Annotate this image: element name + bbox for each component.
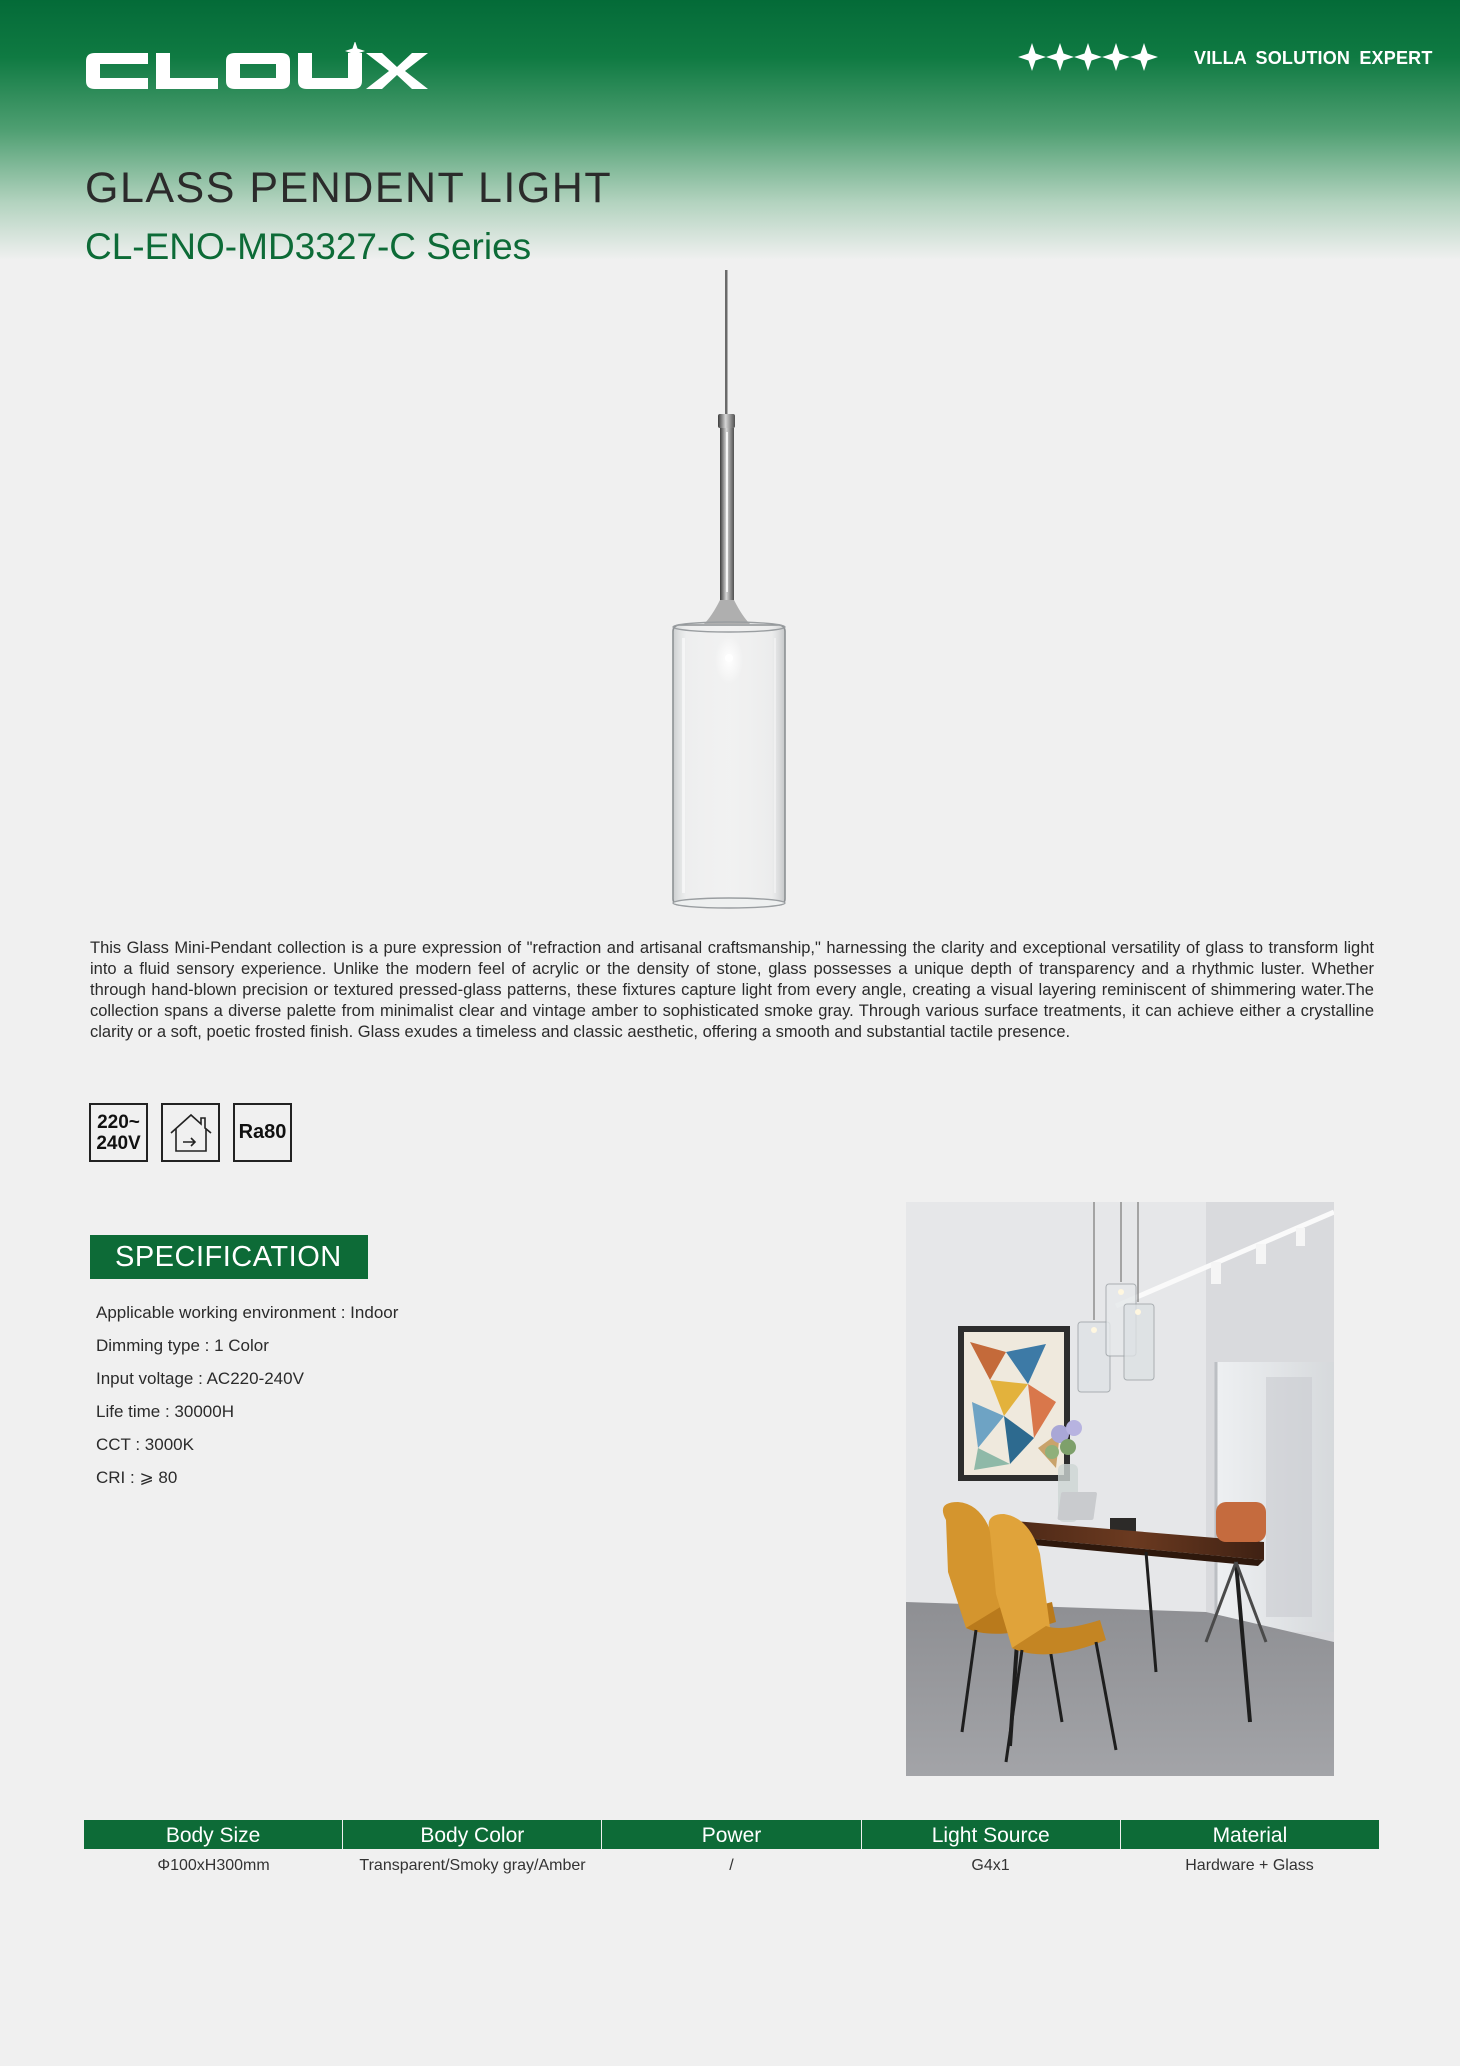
brand-logo — [84, 42, 436, 105]
spec-item: Applicable working environment : Indoor — [96, 1303, 399, 1322]
voltage-badge — [89, 1103, 148, 1162]
table-cell-body-color: Transparent/Smoky gray/Amber — [359, 1857, 586, 1874]
product-spec-table — [84, 1820, 1379, 1883]
spec-item: Dimming type : 1 Color — [96, 1336, 269, 1355]
table-header-cell: Material — [1120, 1820, 1379, 1849]
product-title: GLASS PENDENT LIGHT — [85, 164, 613, 212]
table-cell-material: Hardware + Glass — [1185, 1857, 1314, 1874]
table-header-cell: Body Color — [342, 1820, 601, 1849]
indoor-house-icon — [161, 1103, 220, 1162]
spec-item: CCT : 3000K — [96, 1435, 194, 1454]
specification-list — [96, 1300, 398, 1498]
spec-item: CRI : ⩾ 80 — [96, 1468, 178, 1487]
voltage-line-2: 240V — [96, 1132, 141, 1154]
room-scene-photo — [906, 1202, 1334, 1781]
product-series: CL-ENO-MD3327-C Series — [85, 226, 532, 267]
spec-item: Input voltage : AC220-240V — [96, 1369, 304, 1388]
table-header-cell: Body Size — [165, 1824, 261, 1847]
table-row — [84, 1849, 1379, 1883]
brand-tagline: VILLA SOLUTION EXPERT — [1194, 48, 1433, 68]
spec-item: Life time : 30000H — [96, 1402, 234, 1421]
table-cell-power: / — [729, 1857, 734, 1874]
table-header-row — [84, 1820, 1379, 1849]
table-header-cell: Power — [601, 1820, 860, 1849]
product-description: This Glass Mini-Pendant collection is a pure expression of "refraction and artisanal craftsmanship," harnessing the clarity and exceptional versatility of glass to transform light into a fluid sensory experience. Unlike the modern feel of acrylic or the density of stone, glass possesses a unique depth of transparency and a rhythmic luster. Whether through hand-blown precision or textured pressed-glass patterns, these fixtures capture light from every angle, creating a visual layering reminiscent of shimmering water.The collection spans a diverse palette from minimalist clear and vintage amber to sophisticated smoke gray. Through various surface treatments, it can achieve either a crystalline clarity or a soft, poetic frosted finish. Glass exudes a timeless and classic aesthetic, offering a smooth and substantial tactile presence. — [90, 939, 1374, 1041]
table-cell-body-size: Φ100xH300mm — [157, 1857, 270, 1874]
feature-badges — [89, 1103, 292, 1162]
pendant-lamp-image — [660, 268, 800, 923]
specification-heading: SPECIFICATION — [90, 1235, 368, 1279]
ra80-badge: Ra80 — [233, 1103, 292, 1162]
header-gradient-band — [0, 0, 1460, 260]
five-star-rating-icon — [1018, 40, 1160, 79]
table-header-cell: Light Source — [861, 1820, 1120, 1849]
voltage-line-1: 220~ — [97, 1111, 140, 1133]
table-cell-light-source: G4x1 — [971, 1857, 1010, 1874]
